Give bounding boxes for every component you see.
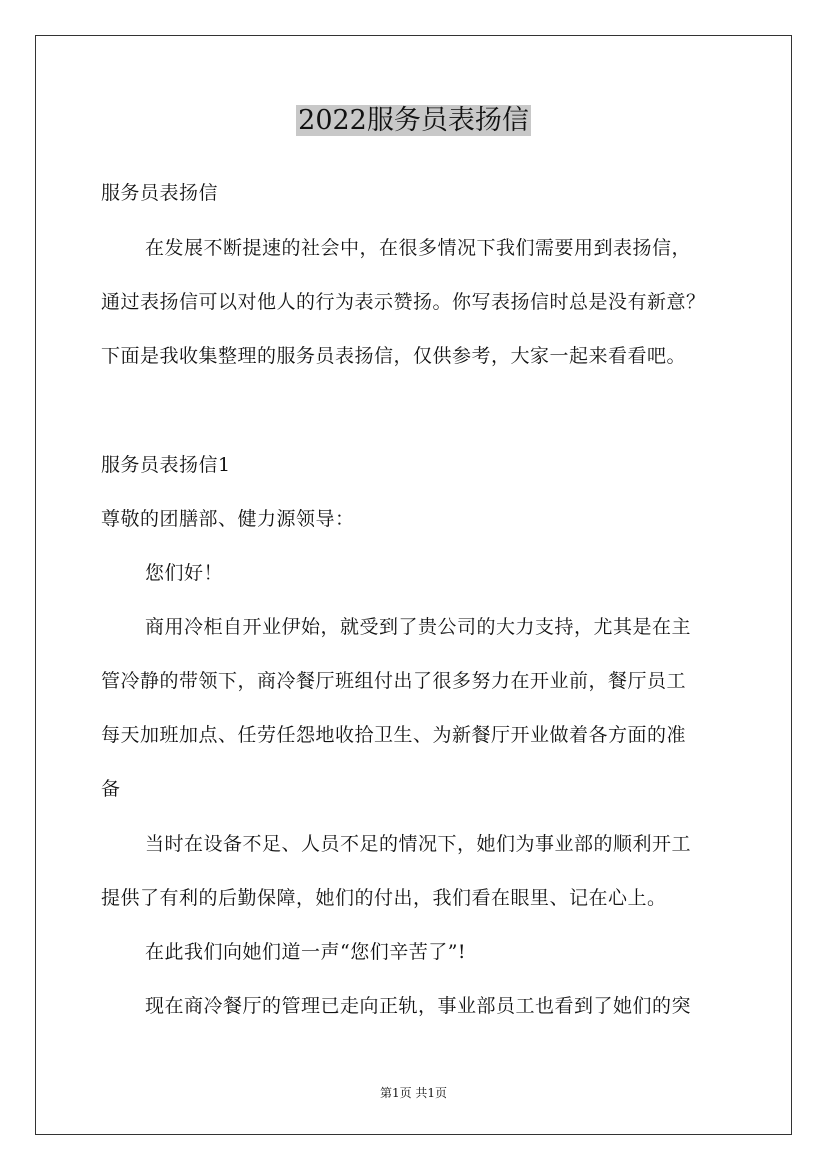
greeting: 您们好！ — [145, 562, 224, 584]
paragraph-line: 当时在设备不足、人员不足的情况下，她们为事业部的顺利开工 — [145, 833, 692, 855]
paragraph-line: 提供了有利的后勤保障，她们的付出，我们看在眼里、记在心上。 — [101, 887, 667, 909]
paragraph-line: 管冷静的带领下，商冷餐厅班组付出了很多努力在开业前，餐厅员工 — [101, 670, 687, 692]
paragraph-line: 备 — [101, 778, 121, 800]
section-heading: 服务员表扬信1 — [101, 454, 231, 476]
document-title-wrap — [0, 103, 827, 139]
paragraph-line: 下面是我收集整理的服务员表扬信，仅供参考，大家一起来看看吧。 — [101, 345, 687, 367]
paragraph-line: 在此我们向她们道一声“您们辛苦了”! — [145, 941, 467, 963]
document-title: 2022服务员表扬信 — [298, 105, 529, 136]
page-footer: 第1页 共1页 — [379, 1086, 448, 1100]
paragraph-line: 通过表扬信可以对他人的行为表示赞扬。你写表扬信时总是没有新意？ — [101, 291, 706, 313]
salutation: 尊敬的团膳部、健力源领导： — [101, 508, 355, 530]
subtitle: 服务员表扬信 — [101, 182, 219, 204]
paragraph-line: 在发展不断提速的社会中，在很多情况下我们需要用到表扬信， — [145, 237, 692, 259]
paragraph-line: 每天加班加点、任劳任怨地收拾卫生、为新餐厅开业做着各方面的准 — [101, 724, 687, 746]
paragraph-line: 现在商冷餐厅的管理已走向正轨，事业部员工也看到了她们的突 — [145, 995, 692, 1017]
paragraph-line: 商用冷柜自开业伊始，就受到了贵公司的大力支持，尤其是在主 — [145, 616, 692, 638]
